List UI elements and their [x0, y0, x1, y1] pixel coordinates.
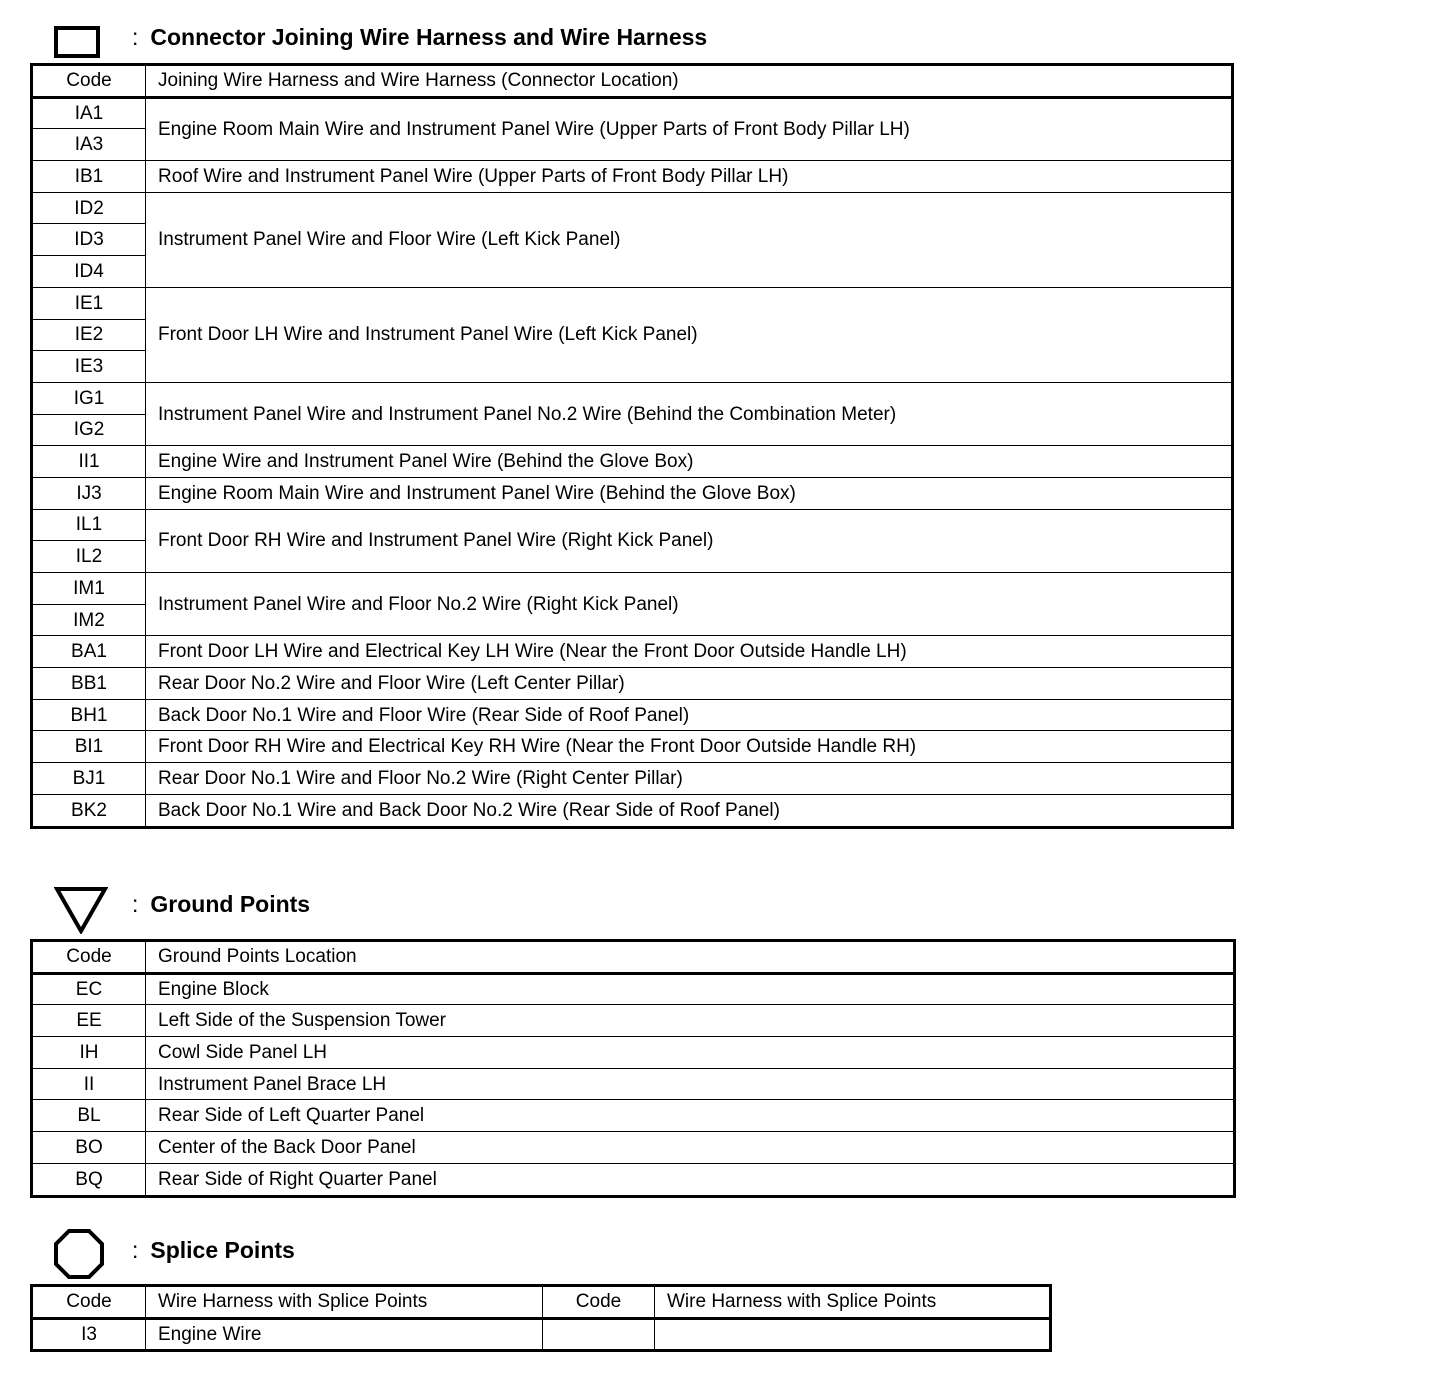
connector-code: ID2 [33, 192, 146, 224]
connector-square-icon [54, 26, 100, 58]
connector-code: IL1 [33, 509, 146, 541]
connector-location: Back Door No.1 Wire and Back Door No.2 Wire (Rear Side of Roof Panel) [146, 794, 1232, 826]
connector-section-title: : Connector Joining Wire Harness and Wire Harness [132, 24, 708, 50]
connector-code: IA3 [33, 129, 146, 161]
column-header-wire-harness: Wire Harness with Splice Points [146, 1287, 543, 1319]
ground-table [32, 941, 1234, 1196]
ground-code: BL [33, 1100, 146, 1132]
connector-table [32, 65, 1232, 827]
ground-location: Engine Block [146, 973, 1234, 1005]
connector-location: Roof Wire and Instrument Panel Wire (Upper Parts of Front Body Pillar LH) [146, 161, 1232, 193]
splice-octagon-icon [54, 1229, 104, 1279]
connector-code: BK2 [33, 794, 146, 826]
connector-code: IM1 [33, 573, 146, 605]
table-row [33, 973, 1234, 1005]
table-row [33, 446, 1232, 478]
connector-code: BB1 [33, 668, 146, 700]
connector-location: Instrument Panel Wire and Instrument Panel No.2 Wire (Behind the Combination Meter) [146, 382, 1232, 445]
table-row [33, 1037, 1234, 1069]
connector-code: IJ3 [33, 477, 146, 509]
table-row [33, 382, 1232, 414]
connector-location: Front Door LH Wire and Instrument Panel Wire (Left Kick Panel) [146, 287, 1232, 382]
connector-code: BI1 [33, 731, 146, 763]
connector-code: IG2 [33, 414, 146, 446]
connector-location: Engine Room Main Wire and Instrument Panel Wire (Behind the Glove Box) [146, 477, 1232, 509]
splice-code: I3 [33, 1318, 146, 1350]
table-header-row [33, 942, 1234, 974]
ground-location: Center of the Back Door Panel [146, 1132, 1234, 1164]
table-header-row [33, 66, 1232, 98]
table-header-row [33, 1287, 1050, 1319]
splice-table [32, 1286, 1050, 1350]
table-row [33, 636, 1232, 668]
table-row [33, 509, 1232, 541]
table-row [33, 668, 1232, 700]
connector-location: Front Door RH Wire and Instrument Panel Wire (Right Kick Panel) [146, 509, 1232, 572]
connector-code: II1 [33, 446, 146, 478]
connector-code: BA1 [33, 636, 146, 668]
table-row [33, 477, 1232, 509]
table-row [33, 1100, 1234, 1132]
table-row [33, 161, 1232, 193]
connector-code: IE2 [33, 319, 146, 351]
table-row [33, 192, 1232, 224]
ground-section-title: : Ground Points [132, 891, 311, 917]
ground-location: Rear Side of Left Quarter Panel [146, 1100, 1234, 1132]
connector-location: Engine Room Main Wire and Instrument Panel Wire (Upper Parts of Front Body Pillar LH) [146, 97, 1232, 160]
column-header-code: Code [33, 66, 146, 98]
connector-location: Instrument Panel Wire and Floor Wire (Left Kick Panel) [146, 192, 1232, 287]
table-row [33, 97, 1232, 129]
table-row [33, 794, 1232, 826]
ground-location: Rear Side of Right Quarter Panel [146, 1163, 1234, 1195]
column-header-code: Code [33, 942, 146, 974]
connector-code: IB1 [33, 161, 146, 193]
column-header-location: Ground Points Location [146, 942, 1234, 974]
table-row [33, 1132, 1234, 1164]
connector-location: Rear Door No.2 Wire and Floor Wire (Left Center Pillar) [146, 668, 1232, 700]
connector-code: IL2 [33, 541, 146, 573]
connector-code: IM2 [33, 604, 146, 636]
splice-wire-harness [655, 1318, 1050, 1350]
connector-code: IE3 [33, 351, 146, 383]
ground-code: EC [33, 973, 146, 1005]
splice-wire-harness: Engine Wire [146, 1318, 543, 1350]
connector-location: Rear Door No.1 Wire and Floor No.2 Wire (Right Center Pillar) [146, 763, 1232, 795]
connector-location: Instrument Panel Wire and Floor No.2 Wire (Right Kick Panel) [146, 573, 1232, 636]
connector-location: Front Door LH Wire and Electrical Key LH Wire (Near the Front Door Outside Handle LH) [146, 636, 1232, 668]
connector-code: ID4 [33, 256, 146, 288]
ground-location: Cowl Side Panel LH [146, 1037, 1234, 1069]
connector-location: Front Door RH Wire and Electrical Key RH Wire (Near the Front Door Outside Handle RH) [146, 731, 1232, 763]
column-header-wire-harness: Wire Harness with Splice Points [655, 1287, 1050, 1319]
column-header-code: Code [33, 1287, 146, 1319]
table-row [33, 1163, 1234, 1195]
ground-code: IH [33, 1037, 146, 1069]
column-header-location: Joining Wire Harness and Wire Harness (Connector Location) [146, 66, 1232, 98]
connector-code: ID3 [33, 224, 146, 256]
splice-code [543, 1318, 655, 1350]
table-row [33, 287, 1232, 319]
table-row [33, 1005, 1234, 1037]
connector-code: IA1 [33, 97, 146, 129]
column-header-code: Code [543, 1287, 655, 1319]
table-row [33, 731, 1232, 763]
connector-code: IE1 [33, 287, 146, 319]
connector-code: BH1 [33, 699, 146, 731]
ground-code: BQ [33, 1163, 146, 1195]
ground-triangle-icon [54, 886, 108, 934]
connector-code: BJ1 [33, 763, 146, 795]
splice-section-title: : Splice Points [132, 1237, 295, 1263]
ground-location: Left Side of the Suspension Tower [146, 1005, 1234, 1037]
connector-location: Back Door No.1 Wire and Floor Wire (Rear Side of Roof Panel) [146, 699, 1232, 731]
ground-code: BO [33, 1132, 146, 1164]
connector-location: Engine Wire and Instrument Panel Wire (Behind the Glove Box) [146, 446, 1232, 478]
ground-location: Instrument Panel Brace LH [146, 1068, 1234, 1100]
table-row [33, 1068, 1234, 1100]
table-row [33, 763, 1232, 795]
table-row [33, 1318, 1050, 1350]
ground-code: EE [33, 1005, 146, 1037]
connector-code: IG1 [33, 382, 146, 414]
table-row [33, 573, 1232, 605]
ground-code: II [33, 1068, 146, 1100]
table-row [33, 699, 1232, 731]
